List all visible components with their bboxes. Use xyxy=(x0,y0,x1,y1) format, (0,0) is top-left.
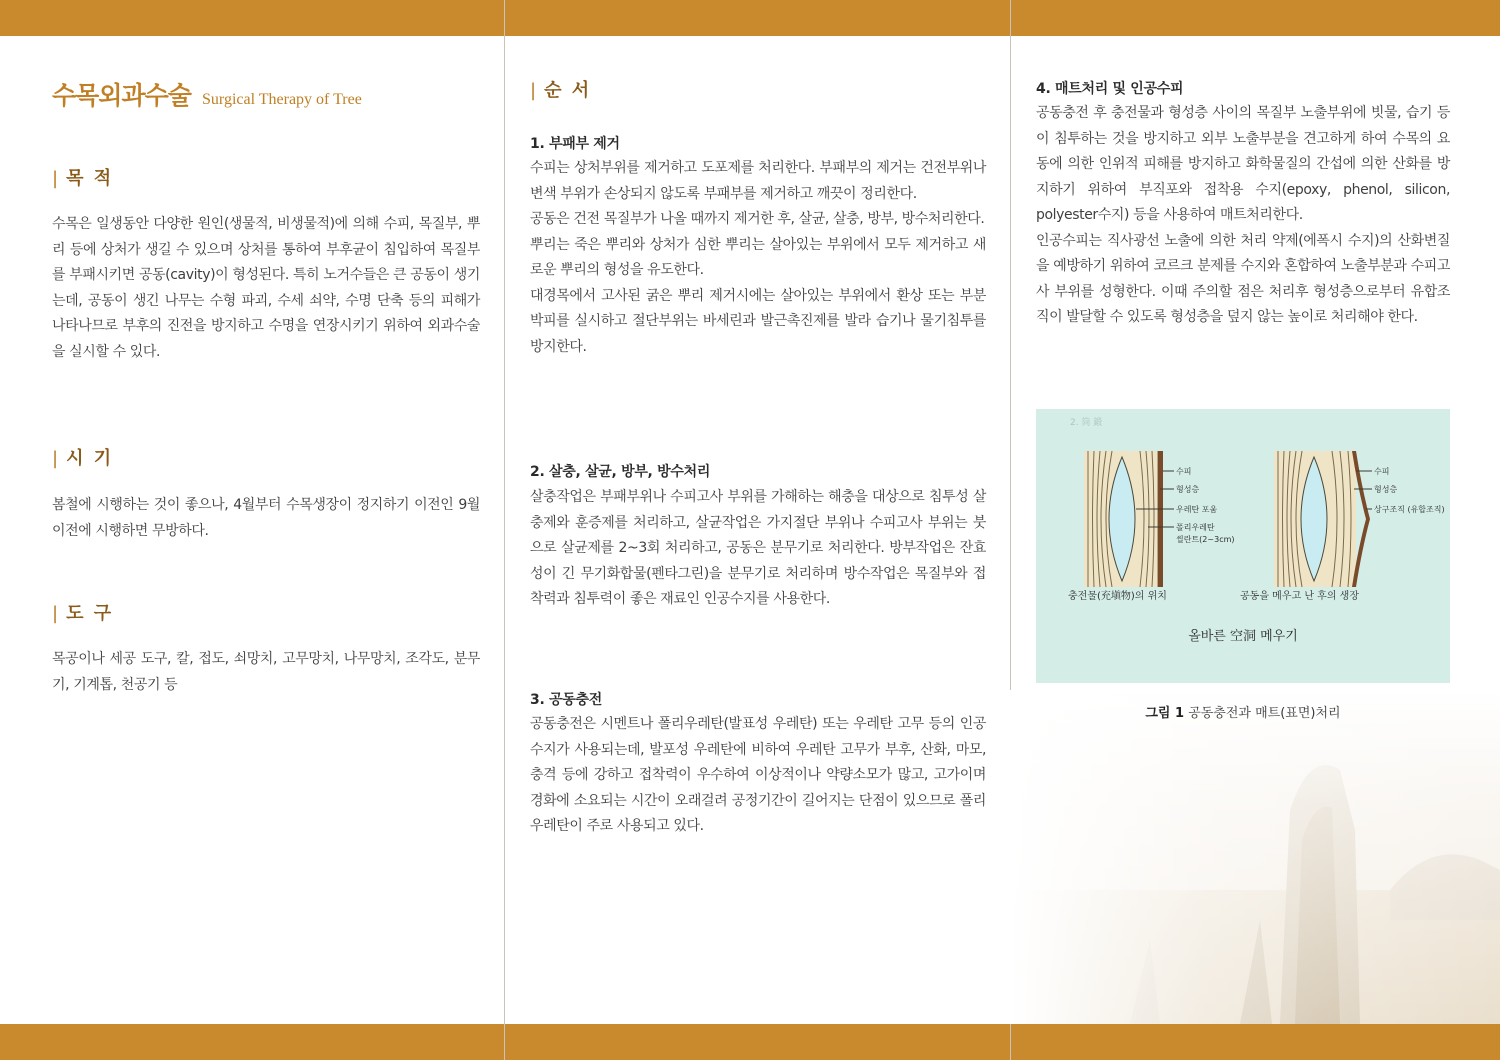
procedure-heading-text: 순 서 xyxy=(544,80,592,101)
section-heading-tools: | 도 구 xyxy=(52,603,114,624)
left-label-urethane-foam: 우레탄 포움 xyxy=(1176,505,1218,514)
left-label-cambium: 형성층 xyxy=(1176,485,1200,494)
step4-title: 4. 매트처리 및 인공수피 xyxy=(1036,81,1184,97)
cavity-filling-figure xyxy=(1036,409,1450,683)
left-label-sealant: 씰란트(2~3cm) xyxy=(1176,535,1235,544)
purpose-paragraph: 수목은 일생동안 다양한 원인(생물적, 비생물적)에 의해 수피, 목질부, 뿌리 등에 상처가 생길 수 있으며 상처를 통하여 부후균이 침입하여 목질부를 부패시키면 공동(cavity)이 형성된다. 특히 노거수들은 큰 공동이 생기는데, 공동이 생긴 나무는 수형 파괴, 수세 쇠약, 수명 단축 등의 피해가 나타나므로 부후의 진전을 방지하고 수명을 연장시키기 위하여 외과수술을 실시할 수 있다. xyxy=(52,216,480,360)
figure-caption-number: 그림 1 xyxy=(1145,706,1185,721)
right-diagram-caption: 공동을 메우고 난 후의 생장 xyxy=(1240,591,1359,602)
step4-paragraph-1: 공동충전 후 충전물과 형성층 사이의 목질부 노출부위에 빗물, 습기 등이 침투하는 것을 방지하고 외부 노출부분을 견고하게 하여 수목의 요동에 의한 인위적 피해를 방지하고 화학물질의 간섭에 의한 산화를 방지하기 위하여 부직포와 접착용 수지(epoxy, phenol, silicon, polyester수지) 등을 사용하여 매트처리한다. xyxy=(1036,105,1450,223)
right-trunk-diagram xyxy=(1274,451,1370,587)
step4-body xyxy=(1036,101,1450,331)
section-heading-procedure: | 순 서 xyxy=(530,80,592,101)
step1-paragraph-2: 공동은 건전 목질부가 나올 때까지 제거한 후, 살균, 살충, 방부, 방수처리한다. xyxy=(530,211,985,227)
right-label-callus: 상구조직 (유합조직) xyxy=(1374,505,1445,514)
panel-middle xyxy=(530,36,986,1024)
step2-title: 2. 살충, 살균, 방부, 방수처리 xyxy=(530,464,711,480)
step1-paragraph-1: 수피는 상처부위를 제거하고 도포제를 처리한다. 부패부의 제거는 건전부위나 변색 부위가 손상되지 않도록 부패부를 제거하고 깨끗이 정리한다. xyxy=(530,160,986,202)
step1-paragraph-3: 뿌리는 죽은 뿌리와 상처가 심한 뿌리는 살아있는 부위에서 모두 제거하고 새로운 뿌리의 형성을 유도한다. xyxy=(530,236,986,278)
figure-main-caption: 올바른 空洞 메우기 xyxy=(1188,629,1298,644)
tools-paragraph: 목공이나 세공 도구, 칼, 접도, 쇠망치, 고무망치, 나무망치, 조각도, 분무기, 기계톱, 천공기 등 xyxy=(52,651,480,693)
left-trunk-diagram xyxy=(1084,451,1163,587)
fold-line-1 xyxy=(504,0,505,1060)
right-label-bark: 수피 xyxy=(1374,467,1390,476)
tools-heading-text: 도 구 xyxy=(66,603,114,624)
timing-heading-text: 시 기 xyxy=(66,448,114,469)
section-heading-timing: | 시 기 xyxy=(52,448,114,469)
section-heading-purpose: | 목 적 xyxy=(52,168,114,189)
figure-corner-text: 2. 筒 鍛 xyxy=(1070,418,1103,428)
step1-title: 1. 부패부 제거 xyxy=(530,136,620,152)
title-korean: 수목외과수술 xyxy=(52,81,191,110)
step4-paragraph-2: 인공수피는 직사광선 노출에 의한 처리 약제(에폭시 수지)의 산화변질을 예방하기 위하여 코르크 분제를 수지와 혼합하여 노출부분과 수피고사 부위를 성형한다. 이때 주의할 점은 처리후 형성층으로부터 유합조직이 발달할 수 있도록 형성층을 덮지 않는 높이로 처리해야 한다. xyxy=(1036,232,1450,325)
left-diagram-caption: 충전물(充塡物)의 위치 xyxy=(1068,591,1167,602)
left-label-bark: 수피 xyxy=(1176,467,1192,476)
bottom-band xyxy=(0,1024,1500,1060)
panel-left xyxy=(52,36,480,1024)
step3-paragraph: 공동충전은 시멘트나 폴리우레탄(발표성 우레탄) 또는 우레탄 고무 등의 인공수지가 사용되는데, 발포성 우레탄에 비하여 우레탄 고무가 부후, 산화, 마모, 충격 등에 강하고 접착력이 우수하여 이상적이나 약량소모가 많고, 고가이며 경화에 소요되는 시간이 오래걸려 공정기간이 길어지는 단점이 있으므로 폴리우레탄이 주로 사용되고 있다. xyxy=(530,716,986,834)
figure-caption xyxy=(1036,702,1450,721)
page-title xyxy=(52,76,362,112)
figure-caption-text: 공동충전과 매트(표면)처리 xyxy=(1184,706,1341,721)
right-label-cambium: 형성층 xyxy=(1374,485,1398,494)
step3-title: 3. 공동충전 xyxy=(530,692,602,708)
step2-paragraph: 살충작업은 부패부위나 수피고사 부위를 가해하는 해충을 대상으로 침투성 살충제와 훈증제를 처리하고, 살균작업은 가지절단 부위나 수피고사 부위는 붓으로 살균제를 2~3회 처리하고, 공동은 분무기로 처리한다. 방부작업은 잔효성이 긴 무기화합물(펜타그린)을 분무기로 처리하며 방수작업은 목질부와 접착력과 침투력이 좋은 재료인 인공수지를 사용한다. xyxy=(530,489,986,607)
purpose-heading-text: 목 적 xyxy=(66,168,114,189)
step1-paragraph-4: 대경목에서 고사된 굵은 뿌리 제거시에는 살아있는 부위에서 환상 또는 부분 박피를 실시하고 절단부위는 바세린과 발근촉진제를 발라 습기나 물기침투를 방지한다. xyxy=(530,287,986,355)
panel-right xyxy=(1036,36,1450,1024)
top-band xyxy=(0,0,1500,36)
title-english: Surgical Therapy of Tree xyxy=(202,91,362,108)
step1-body xyxy=(530,156,986,360)
timing-paragraph: 봄철에 시행하는 것이 좋으나, 4월부터 수목생장이 정지하기 이전인 9월 이전에 시행하면 무방하다. xyxy=(52,497,480,539)
left-label-polyurethane: 폴리우레탄 xyxy=(1176,523,1215,532)
